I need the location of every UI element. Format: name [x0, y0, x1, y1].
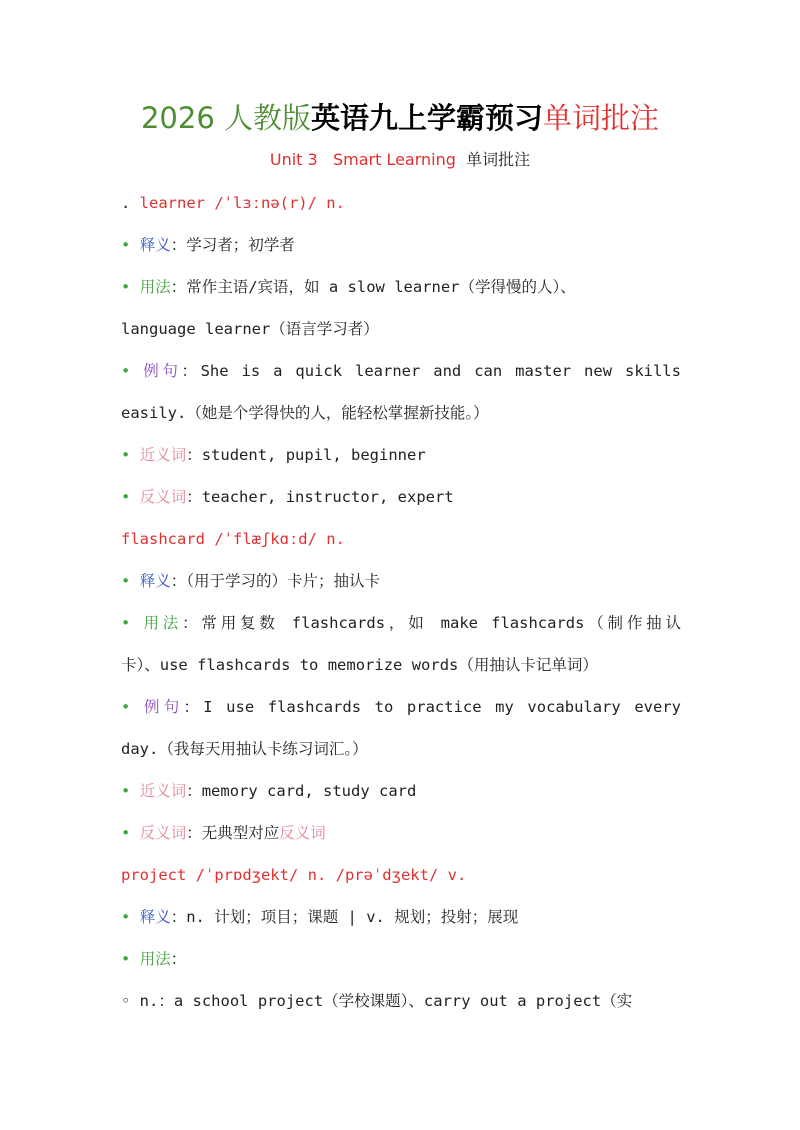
entry-headword-learner: . learner /ˈlɜːnə(r)/ n. — [121, 194, 345, 212]
entry-headword-project: project /ˈprɒdʒekt/ n. /prəˈdʒekt/ v. — [121, 866, 467, 884]
meaning-label: 释义 — [139, 572, 171, 590]
bullet-icon: • — [121, 488, 131, 506]
bullet-icon: • — [121, 446, 131, 464]
meaning-label: 释义 — [139, 908, 171, 926]
synonyms-text: ：student, pupil, beginner — [186, 446, 426, 464]
antonyms-text: ：无典型对应 — [186, 824, 280, 842]
synonyms-label: 近义词 — [139, 782, 187, 800]
subtitle-unit: Unit 3 Smart Learning — [269, 150, 456, 169]
example-text: ：I use flashcards to practice my vocabulary every — [183, 698, 681, 716]
example-label: 例句 — [143, 362, 182, 380]
usage-noun-text: n.：a school project（学校课题）、carry out a project（实 — [130, 992, 633, 1010]
title-subject: 英语九上学霸预习 — [311, 101, 544, 135]
entry-usage — [121, 610, 681, 636]
entry-usage-cont: 卡）、use flashcards to memorize words（用抽认卡记单词） — [121, 656, 598, 674]
meaning-text: ：n. 计划；项目；课题 | v. 规划；投射；展现 — [170, 908, 519, 926]
entry-synonyms — [121, 778, 681, 804]
usage-text: ：常作主语/宾语，如 a slow learner（学得慢的人）、 — [170, 278, 576, 296]
title-topic: 单词批注 — [543, 101, 660, 135]
antonyms-tail: 反义词 — [279, 824, 326, 842]
entry-meaning — [121, 568, 681, 594]
entry-usage-cont: language learner（语言学习者） — [121, 320, 379, 338]
entry-example — [121, 358, 681, 384]
sub-bullet-icon: ◦ — [121, 992, 131, 1010]
bullet-icon: • — [121, 824, 131, 842]
document-title — [0, 98, 800, 138]
antonyms-text: ：teacher, instructor, expert — [186, 488, 454, 506]
title-edition: 2026 人教版 — [140, 101, 311, 135]
usage-text: ： — [170, 950, 187, 968]
meaning-text: ：学习者；初学者 — [170, 236, 295, 254]
bullet-icon: • — [121, 362, 131, 380]
entry-example-cont: day.（我每天用抽认卡练习词汇。） — [121, 740, 368, 758]
entry-example-cont: easily.（她是个学得快的人，能轻松掌握新技能。） — [121, 404, 489, 422]
antonyms-label: 反义词 — [139, 824, 187, 842]
subtitle-suffix: 单词批注 — [466, 150, 531, 169]
entry-antonyms — [121, 484, 681, 510]
bullet-icon: • — [121, 572, 131, 590]
entry-usage-noun — [121, 988, 681, 1014]
usage-label: 用法 — [143, 614, 183, 632]
bullet-icon: • — [121, 698, 131, 716]
entry-headword-flashcard: flashcard /ˈflæʃkɑːd/ n. — [121, 530, 345, 548]
entry-usage — [121, 274, 681, 300]
bullet-icon: • — [121, 782, 131, 800]
example-label: 例句 — [143, 698, 184, 716]
entry-antonyms — [121, 820, 681, 846]
document-subtitle — [0, 148, 800, 172]
entry-meaning — [121, 232, 681, 258]
synonyms-label: 近义词 — [139, 446, 187, 464]
entry-usage — [121, 946, 681, 972]
antonyms-label: 反义词 — [139, 488, 187, 506]
usage-label: 用法 — [139, 278, 171, 296]
usage-label: 用法 — [139, 950, 171, 968]
synonyms-text: ：memory card, study card — [186, 782, 417, 800]
bullet-icon: • — [121, 908, 131, 926]
entry-synonyms — [121, 442, 681, 468]
example-text: ：She is a quick learner and can master new skills — [181, 362, 681, 380]
bullet-icon: • — [121, 278, 131, 296]
meaning-label: 释义 — [139, 236, 171, 254]
bullet-icon: • — [121, 950, 131, 968]
meaning-text: ：（用于学习的）卡片；抽认卡 — [170, 572, 380, 590]
bullet-icon: • — [121, 614, 131, 632]
entry-example — [121, 694, 681, 720]
entry-meaning — [121, 904, 681, 930]
usage-text: ：常用复数 flashcards，如 make flashcards（制作抽认 — [182, 614, 681, 632]
bullet-icon: • — [121, 236, 131, 254]
